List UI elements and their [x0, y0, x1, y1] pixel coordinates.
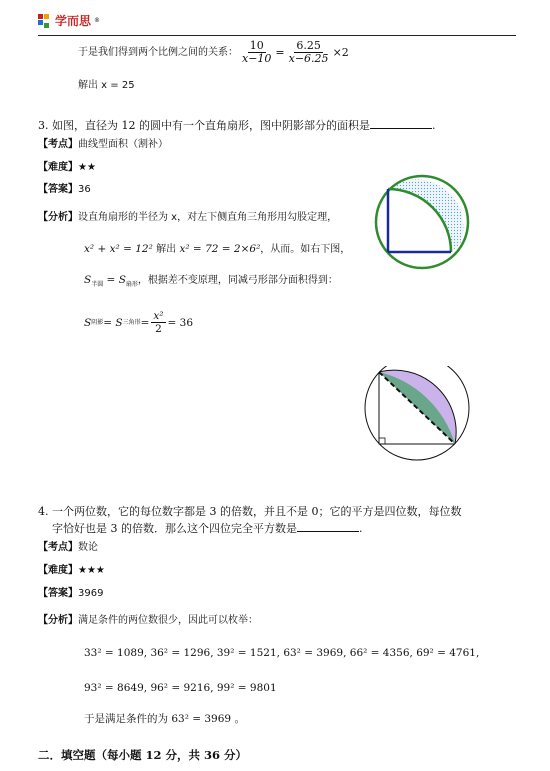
- q3-equation-2: [84, 273, 338, 292]
- q3-daan: [38, 183, 91, 197]
- q3-eq2-text: ，根据差不变原理，同减弓形部分面积得到：: [137, 275, 338, 286]
- q3-kaodian-label: 【考点】: [38, 139, 78, 150]
- logo-registered-mark: ®: [94, 17, 101, 24]
- q3-eq1-c: x² = 72 = 2×6²: [179, 243, 261, 255]
- q3-fenxi: [38, 211, 337, 225]
- q4-fenxi: [38, 614, 258, 628]
- intro-solve: 解出 x = 25: [78, 80, 135, 91]
- q3-question-text: 3. 如图，直径为 12 的圆中有一个直角扇形，图中阴影部分的面积是: [38, 119, 370, 132]
- q3-daan-value: 36: [78, 184, 91, 195]
- intro-relation: [78, 40, 349, 65]
- q3-eq1-b: 解出: [156, 244, 177, 255]
- q4-daan-value: 3969: [78, 588, 104, 599]
- q3-eq3-sub-shaded: 阴影: [91, 318, 104, 326]
- logo-text: 学而思: [55, 14, 92, 28]
- q4-kaodian-label: 【考点】: [38, 542, 78, 553]
- relation-text: 于是我们得到两个比例之间的关系：: [78, 46, 238, 58]
- equals-sign: =: [275, 45, 285, 59]
- q3-equation-3: [84, 310, 193, 335]
- q3-eq3-sub-triangle: 三角形: [122, 318, 141, 326]
- q4-daan: [38, 587, 103, 601]
- q3-eq1-d: ，从而。如右下图，: [260, 244, 351, 255]
- q4-conclusion: 于是满足条件的为 63² = 3969 。: [84, 713, 245, 725]
- q3-eq3-fraction: [151, 310, 165, 335]
- q3-eq2-s: S: [84, 274, 92, 286]
- q3-eq3-numerator: x²: [153, 310, 164, 322]
- q3-figure-1: [372, 172, 472, 272]
- q3-eq3-s: S: [84, 316, 92, 329]
- q3-equation-1: [84, 242, 350, 257]
- header-divider: [38, 35, 516, 36]
- q4-period: .: [359, 522, 363, 535]
- q3-eq2-sub-semicircle: 半圆: [91, 281, 104, 289]
- q3-eq3-result: = 36: [167, 316, 194, 329]
- fraction-1-denominator: x−10: [242, 52, 272, 65]
- q4-list-2: 93² = 8649, 96² = 9216, 99² = 9801: [84, 682, 277, 694]
- q3-eq1-a: x² + x² = 12²: [84, 243, 153, 255]
- q3-eq2-sub-sector: 扇形: [125, 281, 138, 289]
- q3-fig2-right-angle-mark: [379, 438, 385, 444]
- q4-kaodian: [38, 541, 98, 555]
- q3-eq2-eq-s: = S: [103, 274, 126, 286]
- q3-nandu-value: ★★: [78, 162, 96, 173]
- q4-question-line1: 4. 一个两位数，它的每位数字都是 3 的倍数，并且不是 0；它的平方是四位数，每位数: [38, 505, 462, 518]
- q3-eq3-denominator: 2: [155, 323, 162, 335]
- q3-figure-2: [362, 366, 472, 476]
- fraction-2: [287, 40, 331, 65]
- q4-question-line2: [52, 521, 363, 536]
- q4-fenxi-label: 【分析】: [38, 615, 78, 626]
- q4-kaodian-value: 数论: [78, 542, 98, 553]
- section-2-title: 二．填空题（每小题 12 分，共 36 分）: [38, 748, 248, 762]
- q3-kaodian: [38, 138, 168, 152]
- q4-question-line2-text: 字恰好也是 3 的倍数．那么这个四位完全平方数是: [52, 522, 297, 535]
- fraction-1-numerator: 10: [249, 39, 264, 52]
- q4-list-1: 33² = 1089, 36² = 1296, 39² = 1521, 63² = 3969, 66² = 4356, 69² = 4761,: [84, 647, 480, 659]
- times-two: ×2: [332, 45, 349, 59]
- q3-period: .: [431, 119, 436, 132]
- q4-nandu: [38, 564, 105, 578]
- q3-kaodian-value: 曲线型面积（割补）: [78, 139, 168, 150]
- q4-fenxi-line1: 满足条件的两位数很少，因此可以枚举：: [78, 615, 258, 626]
- q4-answer-blank: [297, 521, 359, 532]
- fraction-2-numerator: 6.25: [296, 39, 321, 52]
- q3-eq3-eq-s: = S: [103, 316, 123, 329]
- q3-daan-label: 【答案】: [38, 184, 78, 195]
- q3-nandu: [38, 161, 96, 175]
- fraction-2-denominator: x−6.25: [288, 52, 329, 65]
- q3-nandu-label: 【难度】: [38, 162, 78, 173]
- q4-daan-label: 【答案】: [38, 588, 78, 599]
- q3-answer-blank: [370, 118, 432, 129]
- q4-nandu-label: 【难度】: [38, 565, 78, 576]
- fraction-1: [240, 40, 273, 65]
- logo-mark-icon: [38, 14, 52, 28]
- q3-fenxi-label: 【分析】: [38, 212, 78, 223]
- q3-question: [38, 118, 435, 133]
- q3-eq3-eq: =: [140, 316, 150, 329]
- q3-fenxi-line1: 设直角扇形的半径为 x，对左下侧直角三角形用勾股定理，: [78, 212, 338, 223]
- q4-nandu-value: ★★★: [78, 565, 105, 576]
- brand-logo: [38, 12, 100, 29]
